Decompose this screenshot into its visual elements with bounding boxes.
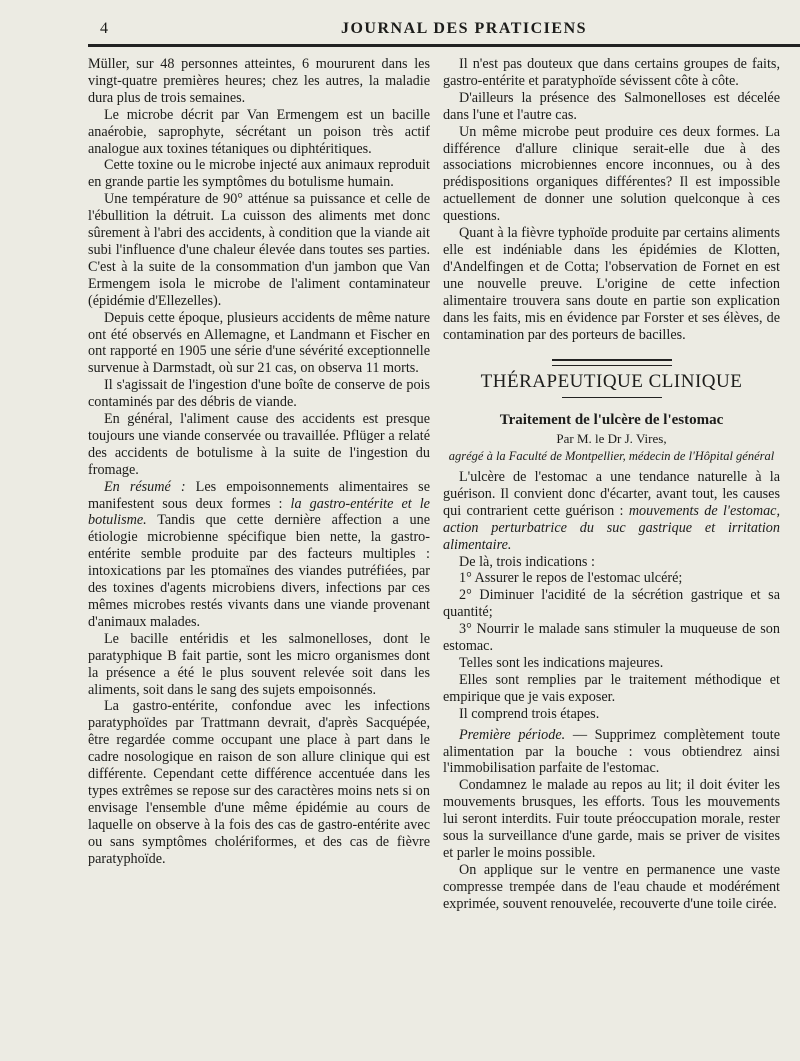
paragraph: Il n'est pas douteux que dans certains groupes de faits, gastro-entérite et paratyphoïde sévissent côte à côte. [443,56,780,89]
left-column [88,56,430,868]
paragraph: Le bacille entéridis et les salmonelloses, dont le paratyphique B fait partie, sont les micro organismes dont la présence a été le plus souvent relevée soit dans les aliments, soit dans le sang des sujets empoisonnés. [88,630,430,698]
article-title: Traitement de l'ulcère de l'estomac [499,412,724,429]
header-rule [88,44,800,47]
paragraph: D'ailleurs la présence des Salmonelloses est décelée dans l'une et l'autre cas. [443,89,780,123]
page-header [88,16,800,42]
paragraph: Condamnez le malade au repos au lit; il doit éviter les mouvements brusques, les efforts. Tous les mouvements lui seront interdits. Fuir toute préoccupation morale, rester sous la surveillance d'une garde, mais se priver de visites et parler le moins possible. [443,777,780,861]
period-text: — Supprimez complètement toute alimentation par la bouche : vous obtiendrez ainsi l'immobilisation parfaite de l'estomac. [443,726,780,777]
indication-item: 2° Diminuer l'acidité de la sécrétion gastrique et sa quantité; [443,587,780,621]
paragraph: Un même microbe peut produire ces deux formes. La différence d'allure clinique serait-elle due à des associations microbiennes encore inconnues, ou à des prédispositions organiques différentes? Il est impossible actuellement de donner une solution quelconque à ces questions. [443,123,780,225]
article-byline: Par M. le Dr J. Vires, [556,431,667,447]
paragraph: Cette toxine ou le microbe injecté aux animaux reproduit en grande partie les symptômes du botulisme humain. [88,157,430,191]
paragraph: Quant à la fièvre typhoïde produite par certains aliments elle est indéniable dans les épidémies de Klotten, d'Andelfingen et de Cotta; l'observation de Fornet en est une nouvelle preuve. L'origine de cette infection alimentaire trouvera sans doute en partie son explication dans les faits, mis en évidence par Forster et ses élèves, de contamination par des porteurs de bacilles. [443,225,780,343]
resume-forms: la gastro-entérite et le botulisme. [88,495,430,529]
section-title: THÉRAPEUTIQUE CLINIQUE [480,371,743,393]
indications-lead: De là, trois indications : [459,553,595,570]
resume-paragraph [88,479,430,631]
journal-title: JOURNAL DES PRATICIENS [340,20,588,37]
intro-text: L'ulcère de l'estomac a une tendance naturelle à la guérison. Il convient donc d'écarter, avant tout, les causes qui contrarient cette guérison : [443,469,780,519]
resume-text-b: Tandis que cette dernière affection a une étiologie microbienne spécifique bien nette, la gastro-entérite semble produite par des facteurs multiples : intoxications par les ptomaïnes des viandes putréfiées, par des toxines d'agents microbiens divers, infections par ces mêmes microbes restés vivants dans une viande provenant d'animaux malades. [88,512,430,630]
paragraph: On applique sur le ventre en permanence une vaste compresse trempée dans de l'eau chaude et modérément exprimée, souvent renouvelée, recouverte d'une toile cirée. [443,861,780,912]
right-column [443,56,780,913]
paragraph: Depuis cette époque, plusieurs accidents de même nature ont été observés en Allemagne, et Landmann et Fischer en ont rapporté en 1905 une série d'une sévérité exceptionnelle survenue à Darmstadt, où sur 21 cas, on observa 11 morts. [88,309,430,377]
paragraph: Müller, sur 48 personnes atteintes, 6 moururent dans les vingt-quatre premières heures; chez les autres, la maladie dura plus de trois semaines. [88,56,430,106]
article-intro [443,469,780,554]
author-affiliation: agrégé à la Faculté de Montpellier, médecin de l'Hôpital général [448,449,775,464]
page-number: 4 [100,20,108,37]
paragraph: Elles sont remplies par le traitement méthodique et empirique que je vais exposer. [443,671,780,705]
paragraph: Une température de 90° atténue sa puissance et celle de l'ébullition la détruit. La cuisson des aliments met donc sûrement à l'abri des accidents, à condition que la viande ait subi l'influence d'une chaleur élevée dans toutes ses parties. C'est à la suite de la consommation d'un jambon que Van Ermengem isola le microbe de l'aliment contaminateur (épidémie d'Ellezelles). [88,191,430,309]
paragraph: Il s'agissait de l'ingestion d'une boîte de conserve de pois contaminés par des débris de viande. [88,377,430,411]
paragraph: Telles sont les indications majeures. [459,655,664,671]
intro-italic: mouvements de l'estomac, action perturbatrice du suc gastrique et irritation alimentaire. [443,502,781,553]
paragraph: Le microbe décrit par Van Ermengem est un bacille anaérobie, saprophyte, sécrétant un poison très actif analogue aux toxines tétaniques ou diphtéritiques. [88,106,430,157]
paragraph: La gastro-entérite, confondue avec les infections paratyphoïdes par Trattmann devrait, d'après Sacquépée, être regardée comme occupant une place à part dans le cadre nosologique en raison de son allure clinique qui est différente. Cependant cette différence accentuée dans les types extrêmes se repose sur des caractères moins nets si on envisage l'ensemble d'une même épidémie au cours de laquelle on observe à la fois des cas de gastro-entérite avec ou sans symptômes cholériformes, et des cas de fièvre paratyphoïde. [88,698,430,867]
paragraph: En général, l'aliment cause des accidents est presque toujours une viande conservée ou travaillée. Pflüger a relaté des accidents de botulisme à la suite de l'ingestion du fromage. [88,411,430,478]
period-paragraph [443,727,780,778]
indication-item: 1° Assurer le repos de l'estomac ulcéré; [459,570,683,587]
period-lead: Première période. [459,726,566,743]
resume-text-a: Les empoisonnements alimentaires se manifestent sous deux formes : [88,478,430,512]
paragraph: Il comprend trois étapes. [459,705,600,722]
section-divider [552,359,672,366]
indication-item: 3° Nourrir le malade sans stimuler la muqueuse de son estomac. [443,621,780,655]
resume-lead: En résumé : [104,478,186,495]
section-title-rule [562,397,662,398]
